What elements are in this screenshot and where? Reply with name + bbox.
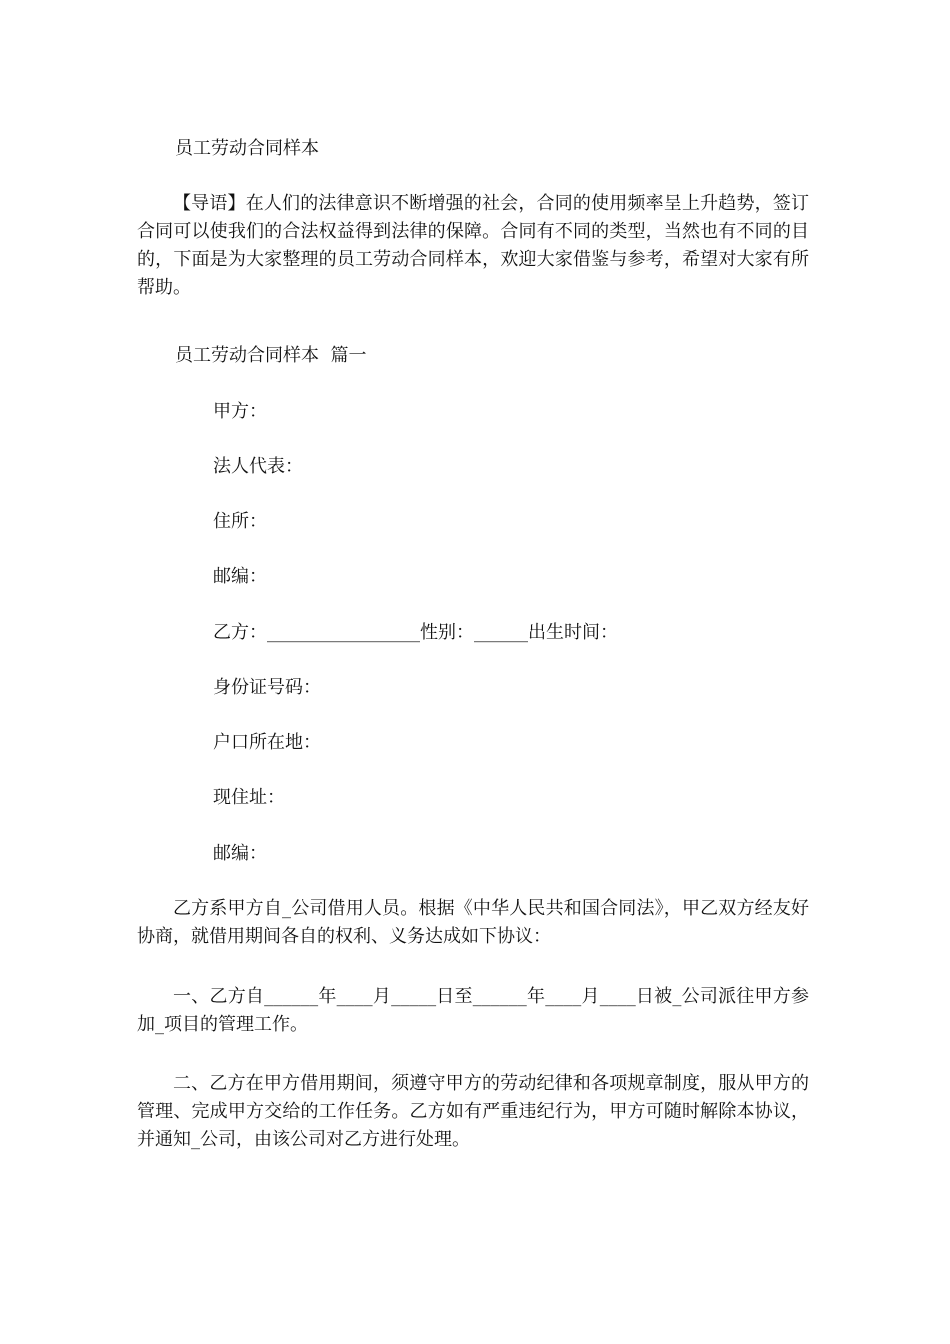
- paragraph-clause-1: 一、乙方自______年____月_____日至______年____月____日被_公司派往甲方参加_项目的管理工作。: [137, 986, 809, 1035]
- field-party-a: 甲方：: [213, 401, 267, 422]
- paragraph-borrowing: 乙方系甲方自_公司借用人员。根据《中华人民共和国合同法》，甲乙双方经友好协商，就借用期间各自的权利、义务达成如下协议：: [137, 898, 809, 947]
- field-legal-rep: 法人代表：: [213, 456, 303, 477]
- field-id-number: 身份证号码：: [213, 677, 321, 698]
- field-postcode-b: 邮编：: [213, 843, 267, 864]
- document-title: 员工劳动合同样本: [175, 138, 319, 159]
- intro-paragraph: 【导语】在人们的法律意识不断增强的社会，合同的使用频率呈上升趋势，签订合同可以使我们的合法权益得到法律的保障。合同有不同的类型，当然也有不同的目的，下面是为大家整理的员工劳动合同样本，欢迎大家借鉴与参考，希望对大家有所帮助。: [137, 193, 809, 298]
- field-current-address: 现住址：: [213, 787, 285, 808]
- section-title: 员工劳动合同样本 篇一: [175, 345, 367, 366]
- field-residence: 住所：: [213, 511, 267, 532]
- field-household-reg: 户口所在地：: [213, 732, 321, 753]
- field-party-b: 乙方：_________________性别：______出生时间：: [213, 622, 618, 643]
- paragraph-clause-2: 二、乙方在甲方借用期间，须遵守甲方的劳动纪律和各项规章制度，服从甲方的管理、完成甲方交给的工作任务。乙方如有严重违纪行为，甲方可随时解除本协议，并通知_公司，由该公司对乙方进行处理。: [137, 1073, 809, 1150]
- field-postcode-a: 邮编：: [213, 566, 267, 587]
